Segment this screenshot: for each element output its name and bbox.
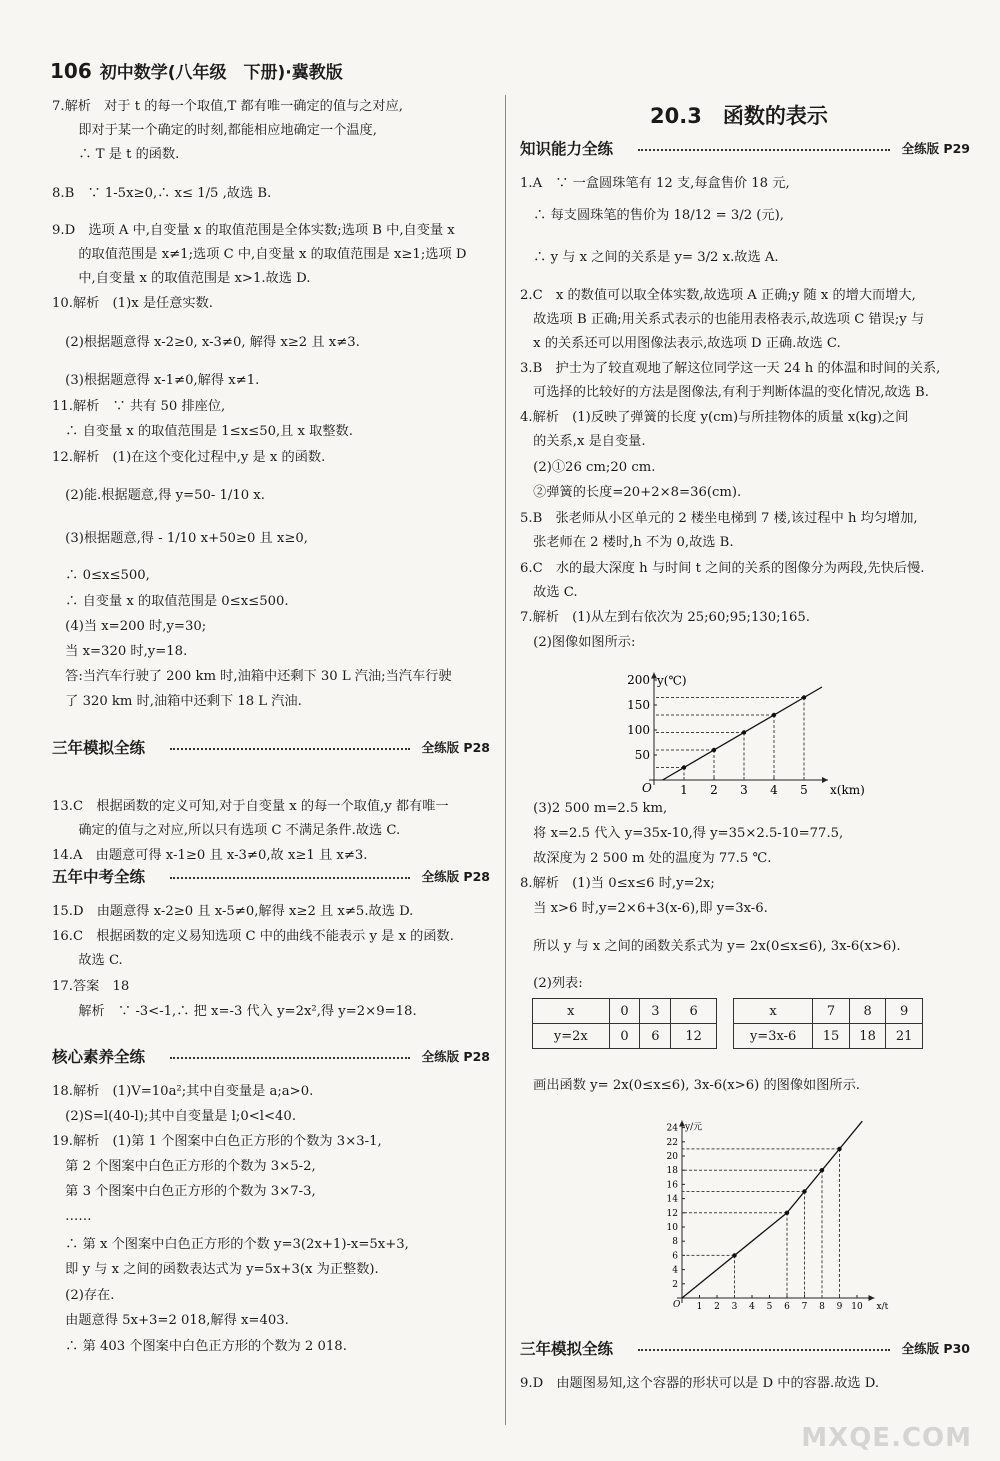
leader-dots (170, 877, 410, 879)
y-tick-label: 14 (666, 1194, 678, 1205)
x-tick-label: 5 (766, 1302, 773, 1312)
y-axis-label: y/元 (685, 1122, 703, 1133)
table-cell: 7 (813, 999, 850, 1024)
text-line: ∴ 0≤x≤500, (52, 568, 150, 583)
x-tick-label: 6 (784, 1302, 790, 1312)
y-tick-label: 200 (627, 673, 650, 687)
section-title: 20.3 函数的表示 (650, 104, 828, 128)
text-line: ∴ 自变量 x 的取值范围是 0≤x≤500. (52, 594, 289, 609)
text-line: 7.解析 对于 t 的每一个取值,T 都有唯一确定的值与之对应, (52, 99, 403, 114)
table-1 (532, 998, 717, 1049)
series-line (682, 1121, 862, 1298)
text-line: 19.解析 (1)第 1 个图案中白色正方形的个数为 3×3-1, (52, 1134, 382, 1149)
y-tick-label: 24 (666, 1123, 678, 1134)
text-line: 3.B 护士为了较直观地了解这位同学这一天 24 h 的体温和时间的关系, (520, 361, 941, 376)
text-line: (2)存在. (52, 1288, 115, 1303)
text-line: 解析 ∵ -3<-1,∴ 把 x=-3 代入 y=2x²,得 y=2×9=18. (52, 1004, 417, 1019)
text-line: 即对于某一个确定的时刻,都能相应地确定一个温度, (52, 123, 377, 138)
table-cell: 0 (609, 1024, 640, 1049)
y-tick-label: 6 (672, 1251, 678, 1262)
text-line: 将 x=2.5 代入 y=35x-10,得 y=35×2.5-10=77.5, (520, 826, 844, 841)
text-line: ②弹簧的长度=20+2×8=36(cm). (520, 485, 742, 500)
text-line: 7.解析 (1)从左到右依次为 25;60;95;130;165. (520, 610, 810, 625)
leader-dots (638, 149, 890, 151)
section-heading-ref: 全练版 P29 (901, 141, 970, 156)
text-line: (2)列表: (520, 976, 583, 991)
text-line: (2)能.根据题意,得 y=50- 1/10 x. (52, 488, 265, 503)
book-title: 初中数学(八年级 下册)·冀教版 (99, 63, 343, 83)
text-line: 18.解析 (1)V=10a²;其中自变量是 a;a>0. (52, 1084, 314, 1099)
table-cell: 21 (886, 1024, 923, 1049)
text-line: (3)根据题意,得 - 1/10 x+50≥0 且 x≥0, (52, 531, 308, 546)
text-line: 所以 y 与 x 之间的函数关系式为 y= 2x(0≤x≤6), 3x-6(x>6). (520, 939, 901, 954)
x-tick-label: 10 (851, 1302, 863, 1312)
y-tick-label: 4 (672, 1265, 678, 1276)
table-cell: x (734, 999, 813, 1024)
text-line: 即 y 与 x 之间的函数表达式为 y=5x+3(x 为正整数). (52, 1262, 379, 1277)
y-tick-label: 50 (634, 748, 650, 762)
x-tick-label: 1 (680, 783, 688, 797)
x-tick-label: 8 (819, 1302, 825, 1312)
section-heading (52, 1045, 490, 1065)
text-line: (4)当 x=200 时,y=30; (52, 619, 207, 634)
text-line: 当 x>6 时,y=2×6+3(x-6),即 y=3x-6. (520, 901, 768, 916)
x-tick-label: 3 (731, 1302, 738, 1312)
table-2 (733, 998, 923, 1049)
table-cell: 6 (640, 1024, 671, 1049)
text-line: ∴ 每支圆珠笔的售价为 18/12 = 3/2 (元), (520, 208, 784, 223)
text-line: 2.C x 的数值可以取全体实数,故选项 A 正确;y 随 x 的增大而增大, (520, 288, 916, 303)
y-tick-label: 10 (666, 1223, 678, 1233)
x-tick-label: 2 (710, 783, 718, 797)
page-header (50, 58, 343, 83)
cost-chart (640, 1112, 889, 1312)
page-number: 106 (50, 59, 92, 83)
leader-dots (170, 748, 410, 750)
text-line: 4.解析 (1)反映了弹簧的长度 y(cm)与所挂物体的质量 x(kg)之间 (520, 410, 909, 425)
table-cell: 3 (640, 999, 671, 1024)
text-line: (2)S=l(40-l);其中自变量是 l;0<l<40. (52, 1109, 297, 1124)
section-heading-title: 核心素养全练 (52, 1048, 146, 1066)
y-tick-label: 22 (666, 1137, 678, 1148)
text-line: 的取值范围是 x≠1;选项 C 中,自变量 x 的取值范围是 x≥1;选项 D (52, 247, 467, 262)
text-line: 16.C 根据函数的定义易知选项 C 中的曲线不能表示 y 是 x 的函数. (52, 929, 454, 944)
text-line: 答:当汽车行驶了 200 km 时,油箱中还剩下 30 L 汽油;当汽车行驶 (52, 669, 452, 684)
text-line: x 的关系还可以用图像法表示,故选项 D 正确.故选 C. (520, 336, 841, 351)
leader-dots (638, 1349, 890, 1351)
text-line: (2)图像如图所示: (520, 635, 636, 650)
x-tick-label: 5 (800, 783, 808, 797)
text-line: 8.解析 (1)当 0≤x≤6 时,y=2x; (520, 876, 715, 891)
text-line: 故选 C. (520, 585, 578, 600)
section-heading (52, 736, 490, 756)
origin-label: O (673, 1300, 681, 1310)
text-line: 8.B ∵ 1-5x≥0,∴ x≤ 1/5 ,故选 B. (52, 186, 272, 201)
text-line: 当 x=320 时,y=18. (52, 644, 188, 659)
y-tick-label: 8 (672, 1237, 678, 1248)
section-heading-ref: 全练版 P30 (901, 1341, 970, 1356)
text-line: (2)①26 cm;20 cm. (520, 460, 656, 475)
table-cell: 0 (609, 999, 640, 1024)
text-line: 10.解析 (1)x 是任意实数. (52, 296, 213, 311)
text-line: 中,自变量 x 的取值范围是 x>1.故选 D. (52, 271, 311, 286)
text-line: 了 320 km 时,油箱中还剩下 18 L 汽油. (52, 694, 302, 709)
text-line: 12.解析 (1)在这个变化过程中,y 是 x 的函数. (52, 450, 326, 465)
x-axis-arrow (822, 777, 828, 783)
x-tick-label: 2 (714, 1302, 720, 1312)
section-heading-title: 三年模拟全练 (52, 739, 146, 757)
leader-dots (170, 1057, 410, 1059)
x-tick-label: 1 (696, 1302, 703, 1312)
text-line: (3)2 500 m=2.5 km, (520, 801, 668, 816)
section-heading (520, 137, 970, 157)
text-line: 第 3 个图案中白色正方形的个数为 3×7-3, (52, 1184, 316, 1199)
x-tick-label: 9 (836, 1302, 843, 1312)
text-line: ∴ 自变量 x 的取值范围是 1≤x≤50,且 x 取整数. (52, 424, 353, 439)
section-heading-ref: 全练版 P28 (421, 740, 490, 755)
y-tick-label: 2 (672, 1279, 678, 1290)
table-cell: y=3x-6 (734, 1024, 813, 1049)
table-cell: 15 (813, 1024, 850, 1049)
section-heading-title: 三年模拟全练 (520, 1340, 614, 1358)
text-line: 13.C 根据函数的定义可知,对于自变量 x 的每一个取值,y 都有唯一 (52, 799, 449, 814)
y-axis-label: y(℃) (657, 673, 687, 688)
text-line: ∴ 第 403 个图案中白色正方形的个数为 2 018. (52, 1339, 347, 1354)
temperature-chart (620, 648, 920, 808)
x-tick-label: 3 (740, 783, 748, 797)
text-line: 故深度为 2 500 m 处的温度为 77.5 ℃. (520, 851, 772, 866)
text-line: 由题意得 5x+3=2 018,解得 x=403. (52, 1313, 289, 1328)
table-cell: 6 (671, 999, 717, 1024)
table-cell: x (533, 999, 610, 1024)
watermark: MXQE.COM (801, 1423, 972, 1453)
y-tick-label: 150 (627, 698, 650, 712)
text-line: 11.解析 ∵ 共有 50 排座位, (52, 399, 226, 414)
table-cell: 18 (849, 1024, 886, 1049)
text-line: ∴ 第 x 个图案中白色正方形的个数 y=3(2x+1)-x=5x+3, (52, 1237, 409, 1252)
text-line: 可选择的比较好的方法是图像法,有利于判断体温的变化情况,故选 B. (520, 385, 929, 400)
text-line: 张老师在 2 楼时,h 不为 0,故选 B. (520, 535, 734, 550)
text-line: (2)根据题意得 x-2≥0, x-3≠0, 解得 x≥2 且 x≠3. (52, 335, 360, 350)
x-axis-label: x/t (876, 1302, 889, 1312)
text-line: 故选项 B 正确;用关系式表示的也能用表格表示,故选项 C 错误;y 与 (520, 312, 925, 327)
section-heading (52, 865, 490, 885)
table-cell: 9 (886, 999, 923, 1024)
y-tick-label: 100 (627, 723, 650, 737)
x-tick-label: 4 (749, 1302, 755, 1312)
text-line: 故选 C. (52, 953, 123, 968)
text-line: 17.答案 18 (52, 979, 130, 994)
text-line: 9.D 选项 A 中,自变量 x 的取值范围是全体实数;选项 B 中,自变量 x (52, 223, 455, 238)
text-line: ∴ y 与 x 之间的关系是 y= 3/2 x.故选 A. (520, 250, 779, 265)
text-line: 确定的值与之对应,所以只有选项 C 不满足条件.故选 C. (52, 823, 401, 838)
y-tick-label: 12 (666, 1208, 678, 1219)
y-tick-label: 18 (666, 1166, 678, 1177)
x-tick-label: 7 (801, 1302, 808, 1312)
y-tick-label: 16 (666, 1180, 678, 1191)
series-line (663, 687, 822, 780)
section-heading-ref: 全练版 P28 (421, 1049, 490, 1064)
text-line: 5.B 张老师从小区单元的 2 楼坐电梯到 7 楼,该过程中 h 均匀增加, (520, 511, 918, 526)
text-line: ∴ T 是 t 的函数. (52, 147, 180, 162)
text-line: 6.C 水的最大深度 h 与时间 t 之间的关系的图像分为两段,先快后慢. (520, 561, 925, 576)
table-cell: y=2x (533, 1024, 610, 1049)
x-axis-arrow (869, 1295, 875, 1301)
x-axis-label: x(km) (830, 783, 865, 797)
x-tick-label: 4 (770, 783, 778, 797)
text-line: 第 2 个图案中白色正方形的个数为 3×5-2, (52, 1159, 316, 1174)
y-tick-label: 20 (666, 1152, 678, 1162)
text-line: 的关系,x 是自变量. (520, 434, 646, 449)
text-line: 15.D 由题意得 x-2≥0 且 x-5≠0,解得 x≥2 且 x≠5.故选 D. (52, 904, 414, 919)
section-heading-ref: 全练版 P28 (421, 869, 490, 884)
text-line: …… (52, 1209, 92, 1224)
text-line: 14.A 由题意可得 x-1≥0 且 x-3≠0,故 x≥1 且 x≠3. (52, 848, 368, 863)
column-divider (505, 95, 506, 1425)
section-heading-title: 知识能力全练 (520, 140, 614, 158)
table-cell: 12 (671, 1024, 717, 1049)
table-cell: 8 (849, 999, 886, 1024)
text-line: 9.D 由题图易知,这个容器的形状可以是 D 中的容器.故选 D. (520, 1376, 880, 1391)
text-line: (3)根据题意得 x-1≠0,解得 x≠1. (52, 373, 260, 388)
section-heading-title: 五年中考全练 (52, 868, 146, 886)
text-line: 1.A ∵ 一盒圆珠笔有 12 支,每盒售价 18 元, (520, 176, 790, 191)
origin-label: O (642, 781, 652, 795)
text-line: 画出函数 y= 2x(0≤x≤6), 3x-6(x>6) 的图像如图所示. (520, 1078, 860, 1093)
section-heading (520, 1337, 970, 1357)
